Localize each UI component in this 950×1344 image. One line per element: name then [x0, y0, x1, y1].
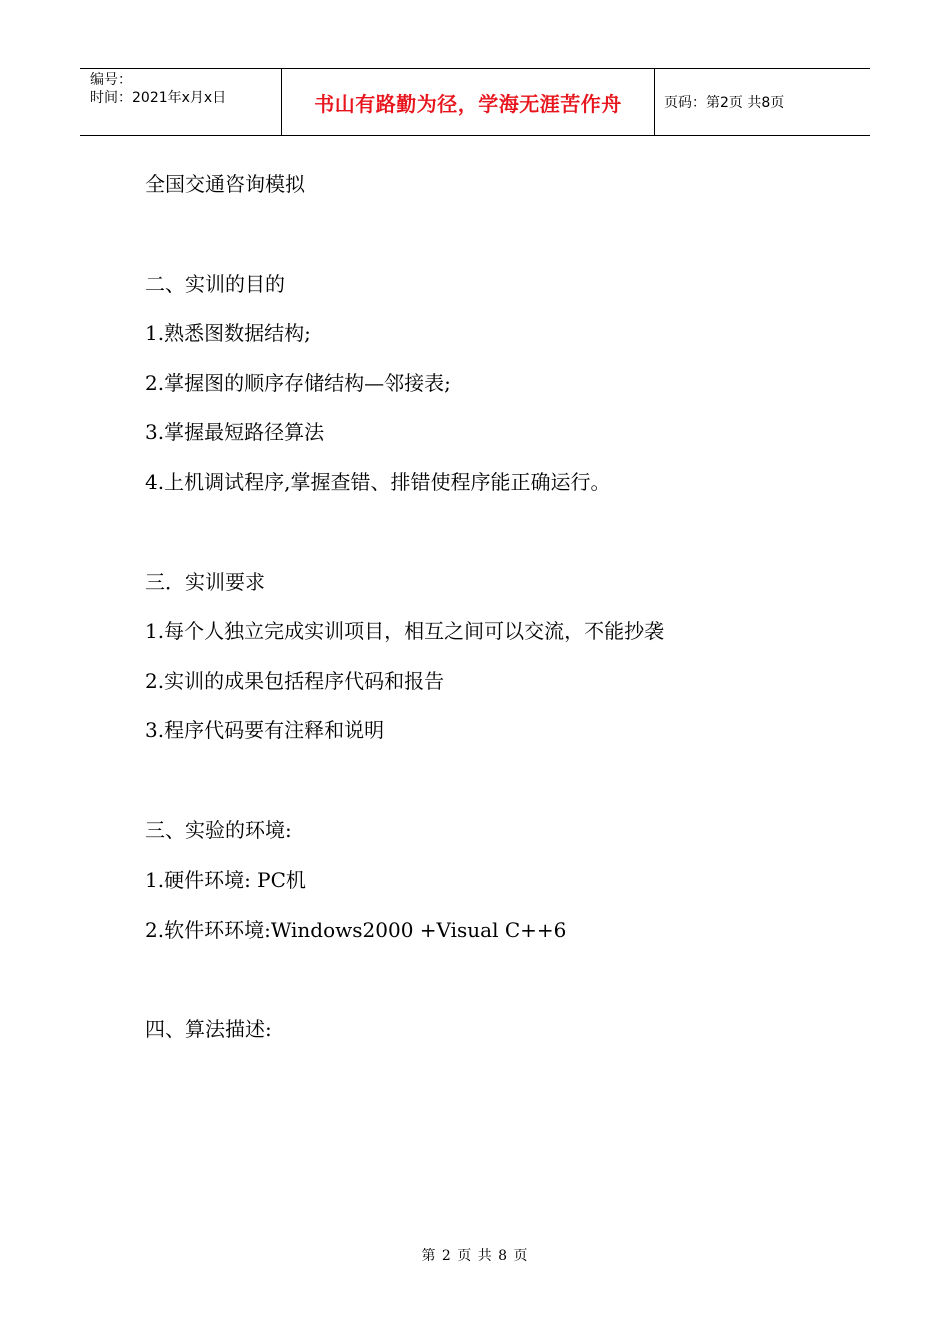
requirement-item-2: 2.实训的成果包括程序代码和报告: [145, 669, 445, 693]
header-motto: 书山有路勤为径，学海无涯苦作舟: [314, 91, 622, 116]
requirement-item-1: 1.每个人独立完成实训项目，相互之间可以交流，不能抄袭: [145, 619, 665, 643]
header-motto-cell: [282, 69, 655, 135]
purpose-item-2: 2.掌握图的顺序存储结构—邻接表;: [145, 371, 451, 395]
header-meta: [80, 69, 282, 135]
section-heading-algorithm: 四、算法描述:: [145, 1017, 272, 1041]
header-page-info-cell: [655, 69, 870, 135]
document-time-label: 时间：2021年x月x日: [90, 90, 227, 106]
header-page-info: 页码：第2页 共8页: [664, 95, 785, 111]
environment-item-1: 1.硬件环境: PC机: [145, 868, 306, 892]
document-title: 全国交通咨询模拟: [145, 172, 305, 196]
section-heading-purpose: 二、实训的目的: [145, 272, 285, 296]
page-header: [80, 68, 870, 136]
requirement-item-3: 3.程序代码要有注释和说明: [145, 718, 385, 742]
purpose-item-1: 1.熟悉图数据结构;: [145, 321, 311, 345]
purpose-item-3: 3.掌握最短路径算法: [145, 420, 325, 444]
environment-item-2: 2.软件环环境:Windows2000 +Visual C++6: [145, 918, 567, 942]
section-heading-environment: 三、实验的环境:: [145, 818, 292, 842]
document-number-label: 编号：: [90, 72, 132, 88]
section-heading-requirements: 三．实训要求: [145, 570, 265, 594]
page-footer: 第 2 页 共 8 页: [421, 1248, 529, 1264]
purpose-item-4: 4.上机调试程序,掌握查错、排错使程序能正确运行。: [145, 470, 611, 494]
